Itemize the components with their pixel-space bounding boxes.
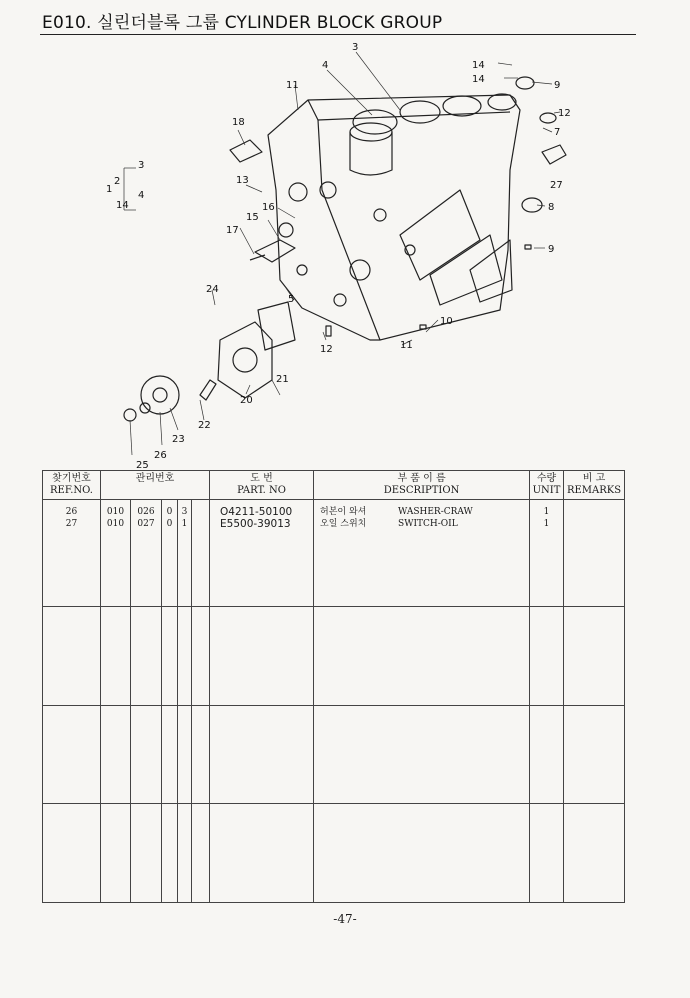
callout-26: 26 — [154, 450, 167, 461]
callout-15: 14 — [472, 74, 485, 85]
table-row: 26 27 010 010 026 027 0 0 3 1 O4211-50100 E5500-39013 허본이 와셔 오일 스위치 WASHER-CRAW SWITCH-OIL 1 1 — [43, 500, 625, 607]
part-number: O4211-50100 — [220, 506, 293, 518]
header-part-no: 도 번 PART. NO — [210, 471, 314, 500]
callout-9-lower: 10 — [440, 316, 453, 327]
callout-4-bracket: 4 — [138, 190, 145, 201]
callout-11: 11 — [286, 80, 299, 91]
callout-20: 20 — [240, 395, 253, 406]
callout-23: 23 — [172, 434, 185, 445]
callout-2: 2 — [114, 176, 121, 187]
ref-no: 27 — [65, 519, 78, 529]
header-description: 부 품 이 름 DESCRIPTION — [314, 471, 530, 500]
callout-9-right: 9 — [548, 244, 555, 255]
callout-3-bracket: 3 — [138, 160, 145, 171]
callout-3: 3 — [352, 42, 359, 53]
part-number: E5500-39013 — [220, 518, 291, 530]
table-row-empty — [43, 607, 625, 706]
callout-4: 4 — [322, 60, 329, 71]
header-management-no: 관리번호 — [101, 471, 210, 500]
table-row-empty — [43, 705, 625, 804]
callout-12-top: 12 — [558, 108, 571, 119]
callout-21: 21 — [276, 374, 289, 385]
page-title: E010. 실린더블록 그룹 CYLINDER BLOCK GROUP — [42, 13, 443, 33]
callout-7: 8 — [548, 202, 555, 213]
callout-25: 25 — [136, 460, 149, 470]
callout-14: 14 — [472, 60, 485, 71]
header-ref-no: 찾기번호 REF.NO. — [43, 471, 101, 500]
callout-10: 11 — [400, 340, 413, 351]
callout-6: 7 — [554, 127, 561, 138]
table-header-row — [43, 471, 625, 500]
callout-22: 22 — [198, 420, 211, 431]
callout-12-lower: 12 — [320, 344, 333, 355]
table-row-empty — [43, 804, 625, 903]
callout-13: 13 — [236, 175, 249, 186]
exploded-parts-diagram — [40, 40, 640, 470]
cylinder-block-illustration — [40, 40, 640, 470]
callout-8: 9 — [554, 80, 561, 91]
parts-list-table — [42, 470, 625, 903]
callout-24: 24 — [206, 284, 219, 295]
header-unit: 수량 UNIT — [530, 471, 564, 500]
callout-18: 17 — [226, 225, 239, 236]
page-number: -47- — [333, 912, 357, 926]
callout-27: 27 — [550, 180, 563, 191]
callout-5: 5 — [288, 294, 295, 305]
ref-no: 26 — [65, 507, 78, 517]
callout-17: 16 — [262, 202, 275, 213]
header-remarks: 비 고 REMARKS — [564, 471, 625, 500]
callout-1: 1 — [106, 184, 113, 195]
callout-19: 18 — [232, 117, 245, 128]
title-divider — [40, 34, 636, 35]
callout-14-bracket: 14 — [116, 200, 129, 211]
callout-16: 15 — [246, 212, 259, 223]
